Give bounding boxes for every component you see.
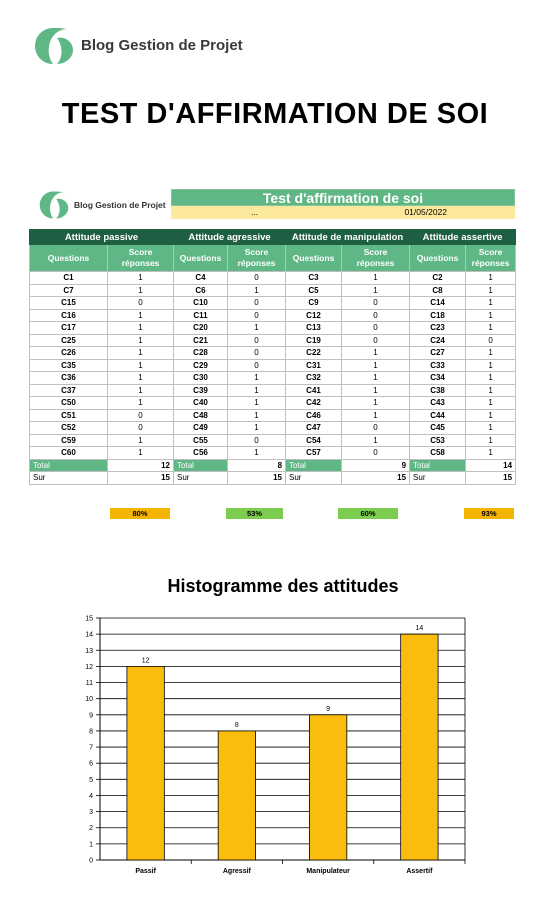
- table-row: [30, 347, 516, 360]
- question-cell: C55: [174, 434, 228, 447]
- score-cell[interactable]: 1: [342, 372, 410, 385]
- sur-label: Sur: [286, 472, 342, 485]
- question-cell: C6: [174, 284, 228, 297]
- question-cell: C8: [410, 284, 466, 297]
- y-tick-label: 0: [89, 857, 93, 865]
- score-cell[interactable]: 1: [342, 272, 410, 285]
- name-field[interactable]: ...: [251, 207, 259, 217]
- question-cell: C52: [30, 422, 108, 435]
- question-cell: C27: [410, 347, 466, 360]
- question-cell: C56: [174, 447, 228, 460]
- score-cell[interactable]: 1: [466, 397, 516, 410]
- score-cell[interactable]: 1: [108, 447, 174, 460]
- score-cell[interactable]: 1: [108, 309, 174, 322]
- y-tick-label: 8: [89, 728, 93, 736]
- sur-value: 15: [108, 472, 174, 485]
- table-row: [30, 322, 516, 335]
- score-cell[interactable]: 0: [342, 422, 410, 435]
- table-row: [30, 447, 516, 460]
- score-cell[interactable]: 1: [342, 409, 410, 422]
- table-row: [30, 309, 516, 322]
- question-cell: C25: [30, 334, 108, 347]
- score-header: Score réponses: [466, 245, 516, 272]
- question-cell: C22: [286, 347, 342, 360]
- score-cell[interactable]: 1: [108, 334, 174, 347]
- score-cell[interactable]: 1: [466, 359, 516, 372]
- score-cell[interactable]: 1: [466, 322, 516, 335]
- total-value: 8: [228, 459, 286, 472]
- group-header: Attitude agressive: [174, 230, 286, 245]
- table-row: [30, 372, 516, 385]
- score-cell[interactable]: 0: [466, 334, 516, 347]
- total-value: 14: [466, 459, 516, 472]
- score-cell[interactable]: 0: [228, 347, 286, 360]
- question-cell: C12: [286, 309, 342, 322]
- question-cell: C11: [174, 309, 228, 322]
- score-cell[interactable]: 1: [466, 347, 516, 360]
- table-row: [30, 434, 516, 447]
- percentage-badge: 53%: [226, 508, 283, 519]
- score-cell[interactable]: 1: [108, 272, 174, 285]
- y-tick-label: 6: [89, 760, 93, 768]
- question-cell: C19: [286, 334, 342, 347]
- score-cell[interactable]: 0: [108, 422, 174, 435]
- sur-value: 15: [228, 472, 286, 485]
- percentage-badge: 60%: [338, 508, 398, 519]
- question-cell: C34: [410, 372, 466, 385]
- question-cell: C35: [30, 359, 108, 372]
- question-cell: C24: [410, 334, 466, 347]
- score-cell[interactable]: 1: [228, 384, 286, 397]
- total-value: 9: [342, 459, 410, 472]
- brand-logo: [33, 26, 263, 66]
- score-cell[interactable]: 0: [342, 334, 410, 347]
- score-cell[interactable]: 1: [466, 297, 516, 310]
- total-row: [30, 459, 516, 472]
- score-header: Score réponses: [228, 245, 286, 272]
- question-cell: C42: [286, 397, 342, 410]
- question-cell: C31: [286, 359, 342, 372]
- bar: [218, 731, 255, 860]
- score-cell[interactable]: 1: [342, 384, 410, 397]
- question-cell: C9: [286, 297, 342, 310]
- question-cell: C40: [174, 397, 228, 410]
- question-cell: C20: [174, 322, 228, 335]
- question-cell: C14: [410, 297, 466, 310]
- total-label: Total: [410, 459, 466, 472]
- sheet-title: Test d'affirmation de soi: [171, 189, 515, 206]
- score-cell[interactable]: 1: [342, 397, 410, 410]
- y-tick-label: 2: [89, 825, 93, 833]
- score-cell[interactable]: 1: [228, 372, 286, 385]
- score-cell[interactable]: 1: [108, 322, 174, 335]
- table-row: [30, 384, 516, 397]
- brand-name: Blog Gestion de Projet: [81, 37, 243, 54]
- question-cell: C58: [410, 447, 466, 460]
- score-cell[interactable]: 0: [108, 297, 174, 310]
- score-cell[interactable]: 0: [108, 409, 174, 422]
- score-cell[interactable]: 0: [228, 309, 286, 322]
- score-cell[interactable]: 1: [228, 422, 286, 435]
- sheet-logo: [38, 190, 168, 220]
- question-cell: C49: [174, 422, 228, 435]
- score-cell[interactable]: 0: [342, 309, 410, 322]
- bar: [401, 634, 438, 860]
- question-cell: C53: [410, 434, 466, 447]
- score-cell[interactable]: 1: [108, 397, 174, 410]
- bar: [127, 666, 164, 860]
- score-cell[interactable]: 0: [228, 434, 286, 447]
- score-cell[interactable]: 1: [228, 397, 286, 410]
- date-field[interactable]: 01/05/2022: [404, 207, 447, 217]
- question-cell: C50: [30, 397, 108, 410]
- score-cell[interactable]: 1: [228, 322, 286, 335]
- question-cell: C23: [410, 322, 466, 335]
- sur-row: [30, 472, 516, 485]
- x-tick-label: Passif: [135, 868, 156, 875]
- question-cell: C46: [286, 409, 342, 422]
- question-cell: C3: [286, 272, 342, 285]
- x-tick-label: Agressif: [222, 868, 251, 875]
- question-cell: C1: [30, 272, 108, 285]
- sur-value: 15: [342, 472, 410, 485]
- y-tick-label: 7: [89, 744, 93, 752]
- score-cell[interactable]: 1: [466, 284, 516, 297]
- bar: [309, 715, 346, 860]
- attitudes-bar-chart: [75, 610, 475, 880]
- question-cell: C59: [30, 434, 108, 447]
- sur-value: 15: [466, 472, 516, 485]
- x-tick-label: Assertif: [406, 868, 433, 875]
- percentage-badge: 93%: [464, 508, 514, 519]
- y-tick-label: 15: [85, 615, 93, 623]
- sheet-meta: [171, 206, 515, 219]
- table-row: [30, 334, 516, 347]
- question-cell: C18: [410, 309, 466, 322]
- total-label: Total: [174, 459, 228, 472]
- group-header: Attitude de manipulation: [286, 230, 410, 245]
- score-cell[interactable]: 1: [108, 372, 174, 385]
- question-cell: C17: [30, 322, 108, 335]
- score-cell[interactable]: 1: [108, 434, 174, 447]
- score-cell[interactable]: 1: [108, 359, 174, 372]
- question-cell: C41: [286, 384, 342, 397]
- data-label: 8: [234, 721, 239, 729]
- score-cell[interactable]: 0: [342, 297, 410, 310]
- y-tick-label: 10: [85, 696, 93, 704]
- score-cell[interactable]: 1: [342, 434, 410, 447]
- leaf-logo-icon: [33, 26, 75, 66]
- score-cell[interactable]: 0: [228, 359, 286, 372]
- questions-header: Questions: [410, 245, 466, 272]
- score-cell[interactable]: 1: [466, 434, 516, 447]
- percentage-badge: 80%: [110, 508, 170, 519]
- score-cell[interactable]: 0: [228, 297, 286, 310]
- score-header: Score réponses: [342, 245, 410, 272]
- score-cell[interactable]: 1: [342, 284, 410, 297]
- score-cell[interactable]: 1: [342, 359, 410, 372]
- group-header: Attitude passive: [30, 230, 174, 245]
- score-cell[interactable]: 0: [228, 272, 286, 285]
- sheet-logo-text: Blog Gestion de Projet: [74, 200, 166, 210]
- score-cell[interactable]: 1: [466, 309, 516, 322]
- questions-header: Questions: [30, 245, 108, 272]
- score-cell[interactable]: 1: [228, 284, 286, 297]
- score-cell[interactable]: 1: [228, 409, 286, 422]
- scores-table: [29, 229, 516, 485]
- score-cell[interactable]: 1: [108, 284, 174, 297]
- group-header: Attitude assertive: [410, 230, 516, 245]
- data-label: 14: [415, 625, 424, 633]
- question-cell: C15: [30, 297, 108, 310]
- score-cell[interactable]: 1: [466, 422, 516, 435]
- score-cell[interactable]: 1: [342, 347, 410, 360]
- score-header: Score réponses: [108, 245, 174, 272]
- score-cell[interactable]: 1: [466, 372, 516, 385]
- question-cell: C16: [30, 309, 108, 322]
- score-cell[interactable]: 1: [466, 272, 516, 285]
- question-cell: C21: [174, 334, 228, 347]
- question-cell: C13: [286, 322, 342, 335]
- page-title: TEST D'AFFIRMATION DE SOI: [61, 98, 489, 130]
- question-cell: C54: [286, 434, 342, 447]
- table-row: [30, 272, 516, 285]
- score-cell[interactable]: 1: [466, 384, 516, 397]
- y-tick-label: 14: [85, 631, 93, 639]
- score-cell[interactable]: 0: [228, 334, 286, 347]
- y-tick-label: 1: [89, 841, 93, 849]
- questions-header: Questions: [174, 245, 228, 272]
- question-cell: C33: [410, 359, 466, 372]
- question-cell: C47: [286, 422, 342, 435]
- y-tick-label: 5: [89, 776, 93, 784]
- score-cell[interactable]: 1: [466, 447, 516, 460]
- table-row: [30, 397, 516, 410]
- leaf-logo-icon: [38, 190, 70, 220]
- table-row: [30, 284, 516, 297]
- sur-label: Sur: [30, 472, 108, 485]
- question-cell: C38: [410, 384, 466, 397]
- table-row: [30, 359, 516, 372]
- question-cell: C36: [30, 372, 108, 385]
- question-cell: C44: [410, 409, 466, 422]
- score-cell[interactable]: 1: [108, 347, 174, 360]
- score-cell[interactable]: 1: [466, 409, 516, 422]
- x-tick-label: Manipulateur: [306, 868, 350, 875]
- question-cell: C48: [174, 409, 228, 422]
- score-cell[interactable]: 0: [342, 447, 410, 460]
- y-tick-label: 11: [85, 680, 93, 688]
- table-row: [30, 297, 516, 310]
- y-tick-label: 13: [85, 647, 93, 655]
- question-cell: C28: [174, 347, 228, 360]
- score-cell[interactable]: 1: [108, 384, 174, 397]
- question-cell: C37: [30, 384, 108, 397]
- question-cell: C57: [286, 447, 342, 460]
- question-cell: C10: [174, 297, 228, 310]
- question-cell: C51: [30, 409, 108, 422]
- question-cell: C29: [174, 359, 228, 372]
- table-row: [30, 409, 516, 422]
- y-tick-label: 3: [89, 809, 93, 817]
- question-cell: C39: [174, 384, 228, 397]
- question-cell: C60: [30, 447, 108, 460]
- total-label: Total: [286, 459, 342, 472]
- y-tick-label: 12: [85, 663, 93, 671]
- y-tick-label: 9: [89, 712, 93, 720]
- sur-label: Sur: [410, 472, 466, 485]
- data-label: 9: [326, 705, 331, 713]
- score-cell[interactable]: 1: [228, 447, 286, 460]
- question-cell: C5: [286, 284, 342, 297]
- chart-title: Histogramme des attitudes: [167, 576, 399, 596]
- data-label: 12: [141, 657, 150, 665]
- sur-label: Sur: [174, 472, 228, 485]
- question-cell: C2: [410, 272, 466, 285]
- question-cell: C30: [174, 372, 228, 385]
- question-cell: C43: [410, 397, 466, 410]
- table-row: [30, 422, 516, 435]
- total-label: Total: [30, 459, 108, 472]
- score-cell[interactable]: 0: [342, 322, 410, 335]
- questions-header: Questions: [286, 245, 342, 272]
- question-cell: C45: [410, 422, 466, 435]
- question-cell: C7: [30, 284, 108, 297]
- y-tick-label: 4: [89, 792, 93, 800]
- question-cell: C4: [174, 272, 228, 285]
- question-cell: C26: [30, 347, 108, 360]
- question-cell: C32: [286, 372, 342, 385]
- total-value: 12: [108, 459, 174, 472]
